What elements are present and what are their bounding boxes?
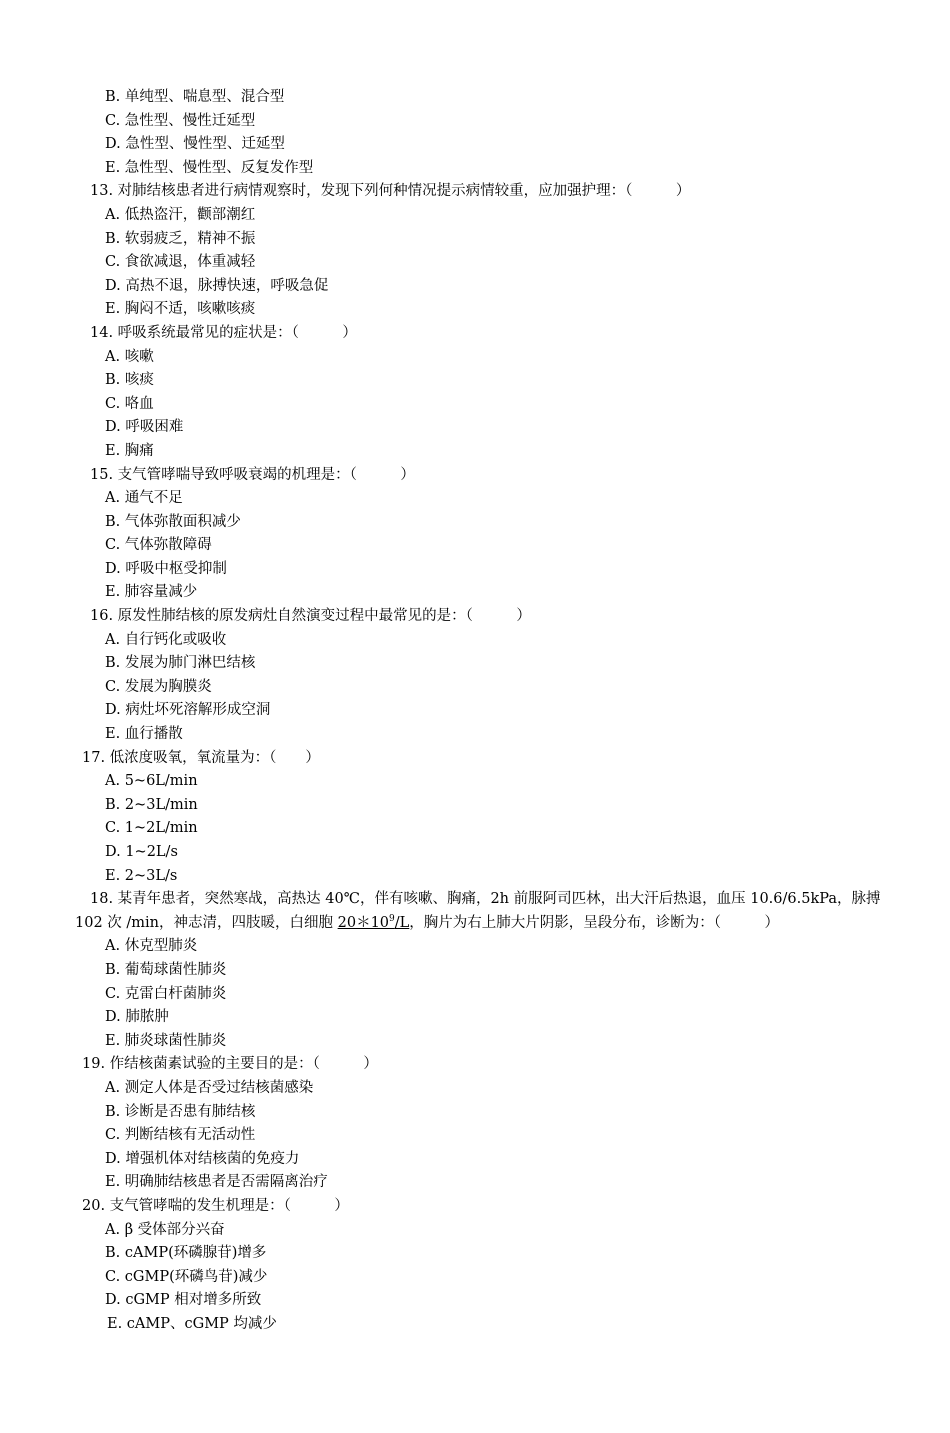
option-20-d: D. cGMP 相对增多所致: [105, 1292, 262, 1309]
option-18-a: A. 休克型肺炎: [105, 938, 198, 955]
option-18-c: C. 克雷白杆菌肺炎: [105, 985, 227, 1002]
option-16-a: A. 自行钙化或吸收: [105, 631, 227, 648]
option-20-e: E. cAMP、cGMP 均减少: [107, 1315, 277, 1332]
option-15-a: A. 通气不足: [105, 490, 183, 507]
option-14-c: C. 咯血: [105, 395, 154, 412]
wbc-count: [338, 915, 410, 931]
option-14-d: D. 呼吸困难: [105, 419, 184, 436]
option-20-b: B. cAMP(环磷腺苷)增多: [105, 1245, 267, 1262]
option-12-c: C. 急性型、慢性迁延型: [105, 112, 256, 129]
option-19-d: D. 增强机体对结核菌的免疫力: [105, 1150, 300, 1167]
question-16-stem: 16. 原发性肺结核的原发病灶自然演变过程中最常见的是：（ ）: [90, 608, 531, 625]
option-18-b: B. 葡萄球菌性肺炎: [105, 961, 227, 978]
option-13-e: E. 胸闷不适，咳嗽咳痰: [105, 301, 256, 318]
question-19-stem: 19. 作结核菌素试验的主要目的是：（ ）: [82, 1056, 378, 1073]
option-15-b: B. 气体弥散面积减少: [105, 513, 241, 530]
question-15-stem: 15. 支气管哮喘导致呼吸衰竭的机理是：（ ）: [90, 466, 415, 483]
option-13-b: B. 软弱疲乏，精神不振: [105, 230, 256, 247]
option-20-a: A. β 受体部分兴奋: [105, 1221, 225, 1238]
option-19-b: B. 诊断是否患有肺结核: [105, 1103, 256, 1120]
option-13-a: A. 低热盗汗，颧部潮红: [105, 206, 256, 223]
option-15-c: C. 气体弥散障碍: [105, 537, 212, 554]
question-17-stem: 17. 低浓度吸氧，氧流量为：（ ）: [82, 749, 320, 766]
option-16-b: B. 发展为肺门淋巴结核: [105, 655, 256, 672]
question-20-stem: 20. 支气管哮喘的发生机理是：（ ）: [82, 1197, 349, 1214]
option-14-e: E. 胸痛: [105, 442, 154, 459]
option-16-c: C. 发展为胸膜炎: [105, 678, 212, 695]
wbc-count-base: 20＊10: [337, 914, 390, 931]
option-13-d: D. 高热不退，脉搏快速，呼吸急促: [105, 277, 329, 294]
option-17-e: E. 2~3L/s: [105, 867, 178, 884]
option-12-e: E. 急性型、慢性型、反复发作型: [105, 159, 314, 176]
option-19-c: C. 判断结核有无活动性: [105, 1127, 256, 1144]
option-17-c: C. 1~2L/min: [105, 820, 198, 837]
option-14-b: B. 咳痰: [105, 372, 154, 389]
option-19-e: E. 明确肺结核患者是否需隔离治疗: [105, 1174, 328, 1191]
option-16-e: E. 血行播散: [105, 726, 183, 743]
question-18-stem-line-1: 18. 某青年患者，突然寒战，高热达 40℃，伴有咳嗽、胸痛，2h 前服阿司匹林，出大汗后热退，血压 10.6/6.5kPa，脉搏: [90, 891, 881, 908]
question-18-stem-line-2: [0, 912, 950, 936]
wbc-count-unit: /L: [394, 914, 410, 931]
option-17-a: A. 5~6L/min: [105, 773, 198, 790]
option-18-d: D. 肺脓肿: [105, 1009, 169, 1026]
question-18-stem-text-a: 102 次 /min，神志清，四肢暖，白细胞: [75, 914, 338, 931]
option-19-a: A. 测定人体是否受过结核菌感染: [105, 1079, 314, 1096]
option-16-d: D. 病灶坏死溶解形成空洞: [105, 702, 271, 719]
option-20-c: C. cGMP(环磷鸟苷)减少: [105, 1268, 268, 1285]
option-18-e: E. 肺炎球菌性肺炎: [105, 1032, 227, 1049]
option-15-d: D. 呼吸中枢受抑制: [105, 560, 227, 577]
question-14-stem: 14. 呼吸系统最常见的症状是：（ ）: [90, 324, 357, 341]
question-13-stem: 13. 对肺结核患者进行病情观察时，发现下列何种情况提示病情较重，应加强护理：（ ）: [90, 183, 691, 200]
option-15-e: E. 肺容量减少: [105, 584, 198, 601]
question-18-stem-text-b: ，胸片为右上肺大片阴影，呈段分布，诊断为：（ ）: [409, 914, 780, 931]
wbc-count-exponent: 9: [389, 913, 395, 924]
exam-page: [0, 86, 950, 1336]
option-12-b: B. 单纯型、喘息型、混合型: [105, 89, 285, 105]
option-14-a: A. 咳嗽: [105, 348, 154, 365]
option-17-b: B. 2~3L/min: [105, 796, 198, 813]
option-13-c: C. 食欲减退，体重减轻: [105, 254, 256, 271]
option-12-d: D. 急性型、慢性型、迁延型: [105, 136, 285, 153]
option-17-d: D. 1~2L/s: [105, 844, 178, 860]
